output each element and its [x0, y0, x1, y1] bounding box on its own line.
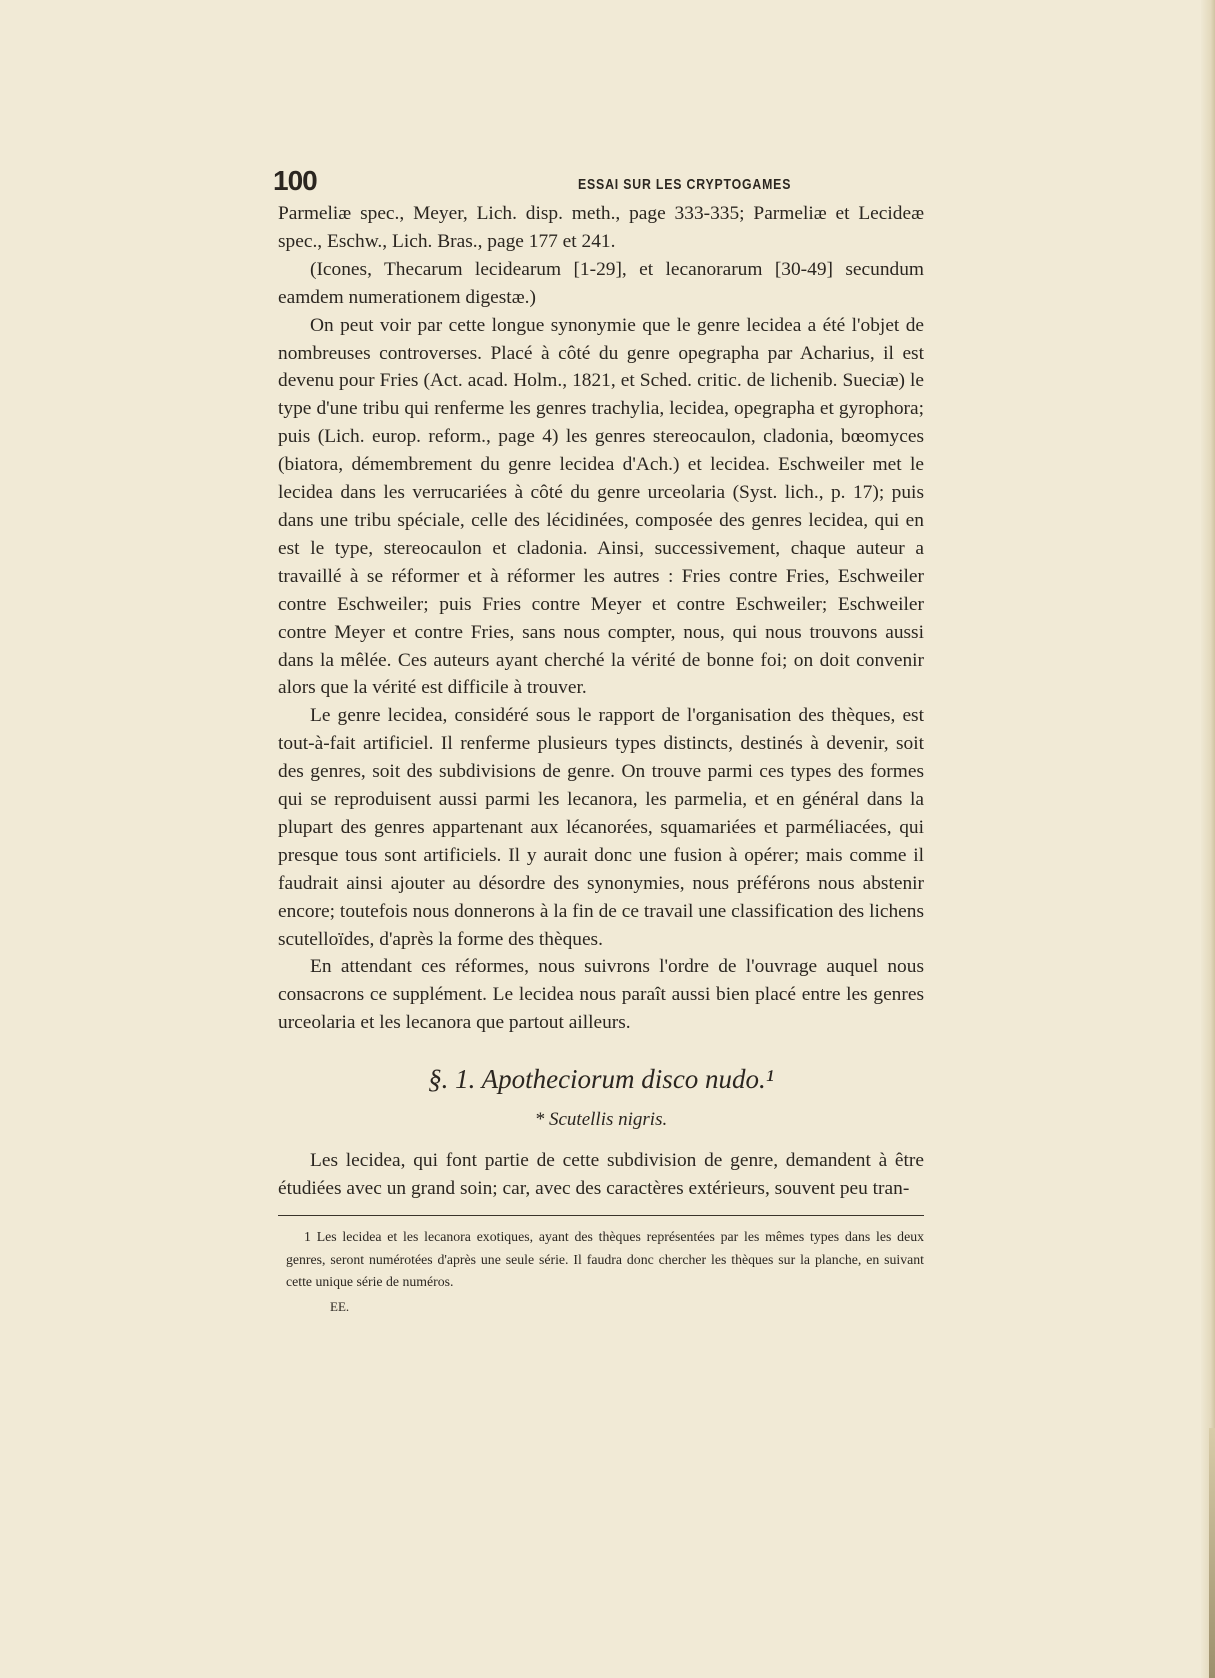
- page-edge: [1201, 0, 1215, 1678]
- running-title: ESSAI SUR LES CRYPTOGAMES: [578, 176, 792, 193]
- footnote-text: 1 Les lecidea et les lecanora exotiques, ayant des thèques représentées par les mêmes types dans les deux genres, seront numérotées d'après une seule série. Il faudra donc chercher les thèques sur la planche, en suivant cette unique série de numéros.: [286, 1229, 924, 1289]
- footnote-divider: [278, 1215, 924, 1216]
- body-text: [278, 200, 924, 1203]
- page-edge-shadow: [1209, 1428, 1215, 1678]
- subsection-heading: * Scutellis nigris.: [534, 1109, 668, 1131]
- section-heading: §. 1. Apotheciorum disco nudo.¹: [428, 1064, 774, 1095]
- footnote-signature: EE.: [330, 1298, 350, 1314]
- controversy-paragraph: On peut voir par cette longue synonymie que le genre lecidea a été l'objet de nombreuses controverses. Placé à côté du genre opegrapha par Acharius, il est devenu pour Fries (Act. acad. Holm., 1821, et Sched. critic. de lichenib. Sueciæ) le type d'une tribu qui renferme les genres trachylia, lecidea, opegrapha et gyrophora; puis (Lich. europ. reform., page 4) les genres stereocaulon, cladonia, bœomyces (biatora, démembrement du genre lecidea d'Ach.) et lecidea. Eschweiler met le lecidea dans les verrucariées à côté du genre urceolaria (Syst. lich., p. 17); puis dans une tribu spéciale, celle des lécidinées, composée des genres lecidea, qui en est le type, stereocaulon et cladonia. Ainsi, successivement, chaque auteur a travaillé à se réformer et à réformer les autres : Fries contre Fries, Eschweiler contre Eschweiler; puis Fries contre Meyer et contre Eschweiler; Eschweiler contre Meyer et contre Fries, sans nous compter, nous, qui nous trouvons aussi dans la mêlée. Ces auteurs ayant cherché la vérité de bonne foi; on doit convenir alors que la vérité est difficile à trouver.: [278, 314, 924, 699]
- closing-paragraph: Les lecidea, qui font partie de cette subdivision de genre, demandent à être étudiées avec un grand soin; car, avec des caractères extérieurs, souvent peu tran-: [278, 1150, 924, 1200]
- icones-paragraph: (Icones, Thecarum lecidearum [1-29], et lecanorarum [30-49] secundum eamdem numerationem digestæ.): [278, 258, 924, 308]
- synonymy-paragraph: Parmeliæ spec., Meyer, Lich. disp. meth., page 333-335; Parmeliæ et Lecideæ spec., Eschw., Lich. Bras., page 177 et 241.: [278, 203, 924, 252]
- reform-paragraph: En attendant ces réformes, nous suivrons l'ordre de l'ouvrage auquel nous consacrons ce supplément. Le lecidea nous paraît aussi bien placé entre les genres urceolaria et les lecanora que partout ailleurs.: [278, 956, 924, 1034]
- organisation-paragraph: Le genre lecidea, considéré sous le rapport de l'organisation des thèques, est tout-à-fait artificiel. Il renferme plusieurs types distincts, destinés à devenir, soit des genres, soit des subdivisions de genre. On trouve parmi ces types des formes qui se reproduisent aussi parmi les lecanora, les parmelia, et en général dans la plupart des genres appartenant aux lécanorées, squamariées et parméliacées, qui presque tous sont artificiels. Il y aurait donc une fusion à opérer; mais comme il faudrait ainsi ajouter au désordre des synonymies, nous préférons nous abstenir encore; toutefois nous donnerons à la fin de ce travail une classification des lichens scutelloïdes, d'après la forme des thèques.: [278, 705, 924, 950]
- footnotes: [278, 1226, 924, 1318]
- page-header: [273, 165, 924, 200]
- page-number: 100: [273, 165, 317, 196]
- page-content: [273, 165, 924, 1318]
